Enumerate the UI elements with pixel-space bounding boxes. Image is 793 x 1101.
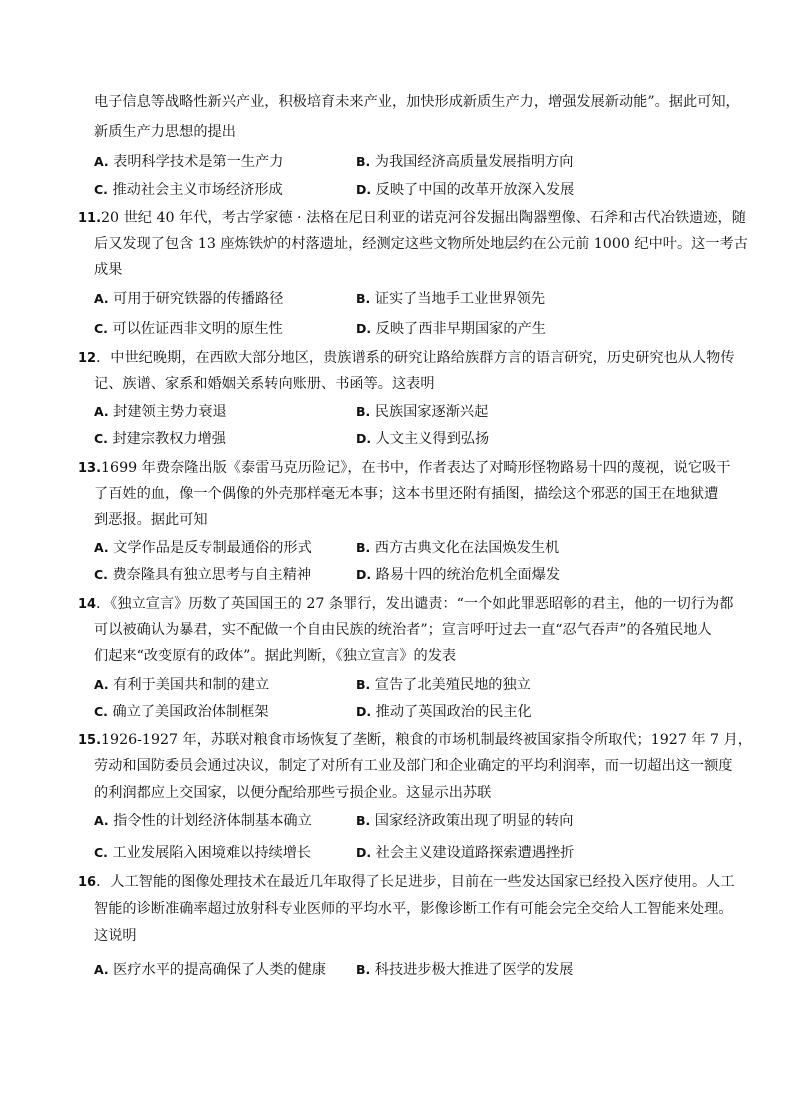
option-c: C. 费奈隆具有独立思考与自主精神: [94, 567, 312, 583]
question-number: 16: [78, 875, 97, 890]
question-text-line: 成果: [94, 262, 123, 278]
option-d: D. 路易十四的统治危机全面爆发: [356, 567, 561, 583]
question-text-line: 电子信息等战略性新兴产业，积极培育未来产业，加快形成新质生产力，增强发展新动能”。据此可知，: [94, 94, 740, 110]
question-number: 11.: [78, 211, 102, 226]
option-a: A. 封建领主势力衰退: [94, 404, 227, 420]
option-c: C. 封建宗教权力增强: [94, 431, 226, 447]
question-number: 13.: [78, 461, 102, 476]
option-d: D. 社会主义建设道路探索遭遇挫折: [356, 845, 575, 861]
question-13-line-1: 13.1699 年费奈隆出版《泰雷马克历险记》，在书中，作者表达了对畸形怪物路易十四的蔑视，说它吸干: [78, 460, 731, 476]
question-text-line: 这说明: [94, 928, 137, 944]
question-text-line: 新质生产力思想的提出: [94, 124, 236, 140]
option-d: D. 反映了中国的改革开放深入发展: [356, 182, 575, 198]
option-c: C. 确立了美国政治体制框架: [94, 704, 269, 720]
option-a: A. 指令性的计划经济体制基本确立: [94, 813, 312, 829]
question-text-line: 了百姓的血，像一个偶像的外壳那样毫无本事；这本书里还附有插图，描绘这个邪恶的国王在地狱遭: [94, 486, 719, 502]
question-text-line: 后又发现了包含 13 座炼铁炉的村落遗址，经测定这些文物所处地层约在公元前 1000 纪中叶。这一考古: [94, 236, 748, 252]
option-b: B. 证实了当地手工业世界领先: [356, 291, 546, 307]
question-12-line-1: 12．中世纪晚期，在西欧大部分地区，贵族谱系的研究让路给族群方言的语言研究，历史研究也从人物传: [78, 350, 735, 366]
option-d: D. 反映了西非早期国家的产生: [356, 321, 546, 337]
option-c: C. 可以佐证西非文明的原生性: [94, 321, 283, 337]
option-a: A. 文学作品是反专制最通俗的形式: [94, 540, 312, 556]
question-number: 14: [78, 597, 97, 612]
option-a: A. 医疗水平的提高确保了人类的健康: [94, 962, 326, 978]
option-d: D. 人文主义得到弘扬: [356, 431, 490, 447]
question-text-line: 可以被确认为暴君，实不配做一个自由民族的统治者”；宣言呼吁过去一直“忍气吞声”的各殖民地人: [94, 622, 712, 638]
question-11-line-1: 11.20 世纪 40 年代，考古学家德 · 法格在尼日利亚的诺克河谷发掘出陶器塑像、石斧和古代冶铁遗迹，随: [78, 210, 746, 226]
question-text-line: 的利润都应上交国家，以便分配给那些亏损企业。这显示出苏联: [94, 785, 492, 801]
option-b: B. 科技进步极大推进了医学的发展: [356, 962, 574, 978]
option-a: A. 可用于研究铁器的传播路径: [94, 291, 284, 307]
option-b: B. 民族国家逐渐兴起: [356, 404, 489, 420]
question-text-line: 记、族谱、家系和婚姻关系转向账册、书函等。这表明: [94, 376, 435, 392]
option-b: B. 宣告了北美殖民地的独立: [356, 677, 531, 693]
option-c: C. 推动社会主义市场经济形成: [94, 182, 283, 198]
question-number: 15.: [78, 733, 102, 748]
option-b: B. 国家经济政策出现了明显的转向: [356, 813, 574, 829]
option-c: C. 工业发展陷入困境难以持续增长: [94, 845, 312, 861]
question-16-line-1: 16．人工智能的图像处理技术在最近几年取得了长足进步，目前在一些发达国家已经投入医疗使用。人工: [78, 874, 735, 890]
option-b: B. 为我国经济高质量发展指明方向: [356, 154, 574, 170]
question-text-line: 到恶报。据此可知: [94, 512, 208, 528]
question-text-line: 们起来“改变原有的政体”。据此判断，《独立宣言》的发表: [94, 648, 457, 664]
question-number: 12: [78, 351, 97, 366]
question-15-line-1: 15.1926-1927 年，苏联对粮食市场恢复了垄断，粮食的市场机制最终被国家指令所取代；1927 年 7 月，: [78, 732, 752, 748]
option-b: B. 西方古典文化在法国焕发生机: [356, 540, 560, 556]
question-text-line: 劳动和国防委员会通过决议，制定了对所有工业及部门和企业确定的平均利润率，而一切超出这一额度: [94, 758, 733, 774]
option-d: D. 推动了英国政治的民主化: [356, 704, 532, 720]
question-14-line-1: 14．《独立宣言》历数了英国国王的 27 条罪行，发出谴责：“一个如此罪恶昭彰的君主，他的一切行为都: [78, 596, 734, 612]
option-a: A. 有利于美国共和制的建立: [94, 677, 270, 693]
option-a: A. 表明科学技术是第一生产力: [94, 154, 284, 170]
question-text-line: 智能的诊断准确率超过放射科专业医师的平均水平，影像诊断工作有可能会完全交给人工智能来处理。: [94, 901, 733, 917]
